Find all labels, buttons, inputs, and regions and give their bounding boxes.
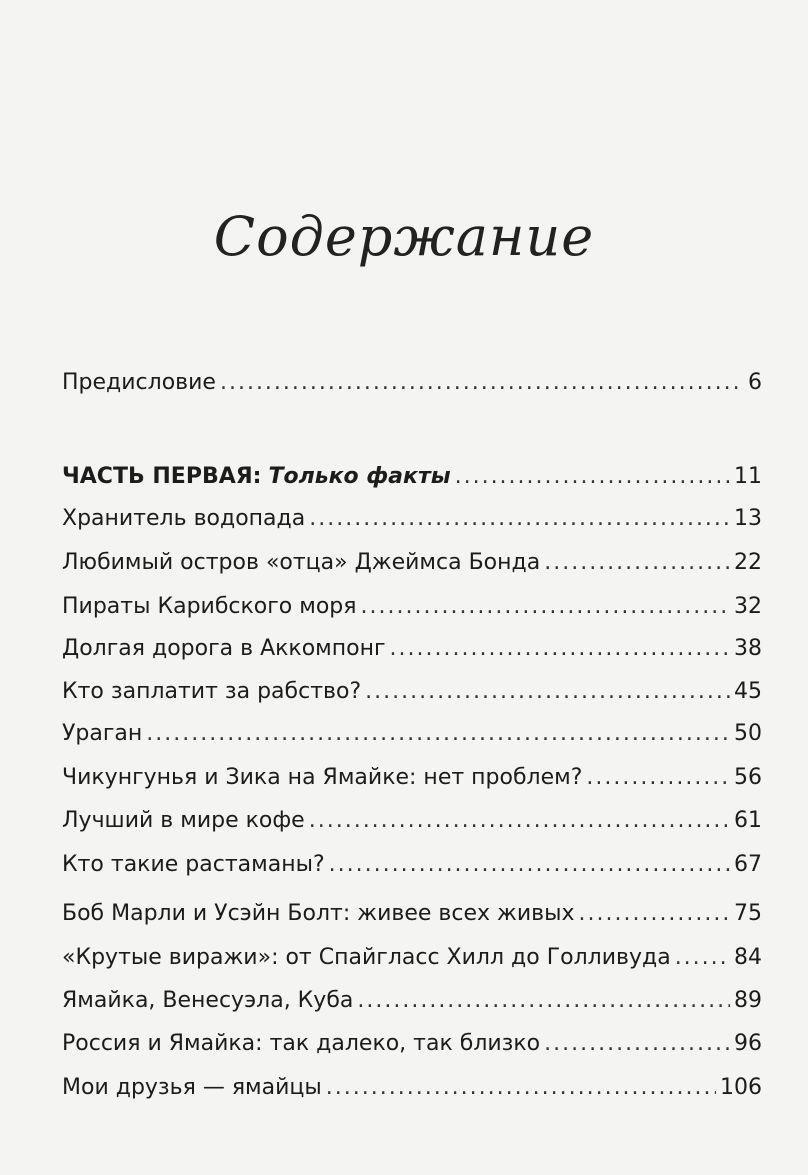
toc-entry-page: 6	[748, 370, 762, 395]
toc-entry-page: 11	[734, 464, 762, 489]
toc-entry	[62, 717, 762, 751]
toc-entry	[62, 675, 762, 709]
toc-entry-page: 67	[734, 852, 762, 877]
toc-leader-dots	[357, 984, 730, 1018]
toc-entry-title: Чикунгунья и Зика на Ямайке: нет проблем?	[62, 765, 583, 790]
toc-entry-title: Ямайка, Венесуэла, Куба	[62, 988, 354, 1013]
toc-entry-title: «Крутые виражи»: от Спайгласс Хилл до Голливуда	[62, 945, 671, 970]
toc-entry-title: Кто заплатит за рабство?	[62, 679, 362, 704]
toc-entry-page: 89	[734, 988, 762, 1013]
toc-leader-dots	[361, 590, 730, 624]
toc-entry-page: 38	[734, 636, 762, 661]
toc-leader-dots	[365, 675, 730, 709]
toc-entry-page: 96	[734, 1031, 762, 1056]
toc-leader-dots	[329, 848, 730, 882]
toc-entry-page: 75	[734, 901, 762, 926]
toc-entry	[62, 984, 762, 1018]
toc-entry	[62, 366, 762, 400]
toc-entry-page: 106	[720, 1075, 762, 1100]
toc-entry-page: 45	[734, 679, 762, 704]
toc-entry	[62, 804, 762, 838]
toc-leader-dots	[544, 546, 730, 580]
toc-entry-title: Ураган	[62, 721, 143, 746]
toc-entry-title: Россия и Ямайка: так далеко, так близко	[62, 1031, 541, 1056]
toc-leader-dots	[146, 717, 730, 751]
toc-entry-title: Кто такие растаманы?	[62, 852, 325, 877]
toc-leader-dots	[220, 366, 744, 400]
toc-entry-page: 13	[734, 506, 762, 531]
toc-entry-page: 32	[734, 594, 762, 619]
toc-entry	[62, 1071, 762, 1105]
toc-entry-page: 50	[734, 721, 762, 746]
toc-entry	[62, 546, 762, 580]
toc-part-heading	[62, 460, 762, 494]
toc-leader-dots	[326, 1071, 716, 1105]
toc-entry	[62, 848, 762, 882]
toc-entry-title: Предисловие	[62, 370, 216, 395]
toc-entry	[62, 590, 762, 624]
toc-entry-title: Лучший в мире кофе	[62, 808, 305, 833]
toc-entry	[62, 897, 762, 931]
page-title: Содержание	[213, 205, 595, 268]
toc-leader-dots	[455, 460, 730, 494]
part-label: ЧАСТЬ ПЕРВАЯ:	[62, 464, 262, 489]
toc-entry	[62, 761, 762, 795]
toc-entry-title: Боб Марли и Усэйн Болт: живее всех живых	[62, 901, 575, 926]
toc-leader-dots	[390, 632, 730, 666]
toc-entry	[62, 1027, 762, 1061]
toc-entry	[62, 941, 762, 975]
toc-entry-title: Пираты Карибского моря	[62, 594, 357, 619]
toc-entry-title: Хранитель водопада	[62, 506, 306, 531]
toc-entry-title	[62, 460, 451, 494]
toc-leader-dots	[309, 502, 730, 536]
toc-leader-dots	[675, 941, 730, 975]
toc-entry	[62, 632, 762, 666]
toc-entry-page: 84	[734, 945, 762, 970]
toc-entry-page: 56	[734, 765, 762, 790]
toc-entry	[62, 502, 762, 536]
toc-entry-title: Долгая дорога в Аккомпонг	[62, 636, 386, 661]
toc-leader-dots	[544, 1027, 730, 1061]
toc-entry-page: 22	[734, 550, 762, 575]
toc-leader-dots	[309, 804, 730, 838]
toc-entry-page: 61	[734, 808, 762, 833]
toc-leader-dots	[586, 761, 730, 795]
part-subtitle: Только факты	[268, 464, 451, 489]
toc-entry-title: Любимый остров «отца» Джеймса Бонда	[62, 550, 541, 575]
toc-entry-title: Мои друзья — ямайцы	[62, 1075, 322, 1100]
toc-leader-dots	[579, 897, 731, 931]
